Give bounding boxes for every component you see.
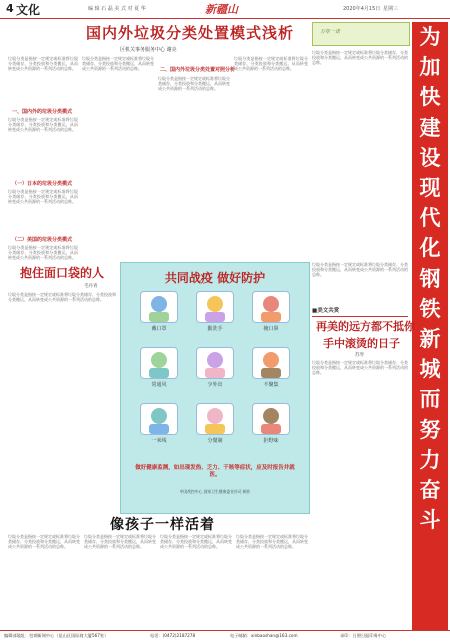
poster-illustration-icon [140, 347, 178, 379]
poster-item-label: 分餐制 [207, 438, 223, 444]
issue-weekday: 星期三 [383, 6, 399, 12]
footer-printer: 承印：日照日报印务中心 [340, 633, 387, 638]
poster-item [137, 403, 181, 444]
poster-item-label: 掩口鼻 [263, 326, 279, 332]
slogan-char: 代 [419, 205, 441, 231]
right-article-title-2: 手中滚烫的日子 [323, 337, 400, 350]
page-footer [0, 630, 450, 641]
slogan-char: 快 [419, 84, 441, 110]
right-article-body: 垃圾分类是指按一定规定或标准将垃圾分类储存、分类投放和分类搬运，从而转变成公共资源的一系列活动的总称。 [312, 360, 408, 376]
poster-item [249, 347, 293, 388]
main-subhead-4: 二、国内外垃圾分类处置对照分析 [160, 67, 236, 73]
poster-illustration-icon [252, 347, 290, 379]
mask-article-author: 毛丹青 [84, 284, 98, 289]
article-body-col1d: 垃圾分类是指按一定规定或标准将垃圾分类储存、分类投放和分类搬运，从而转变成公共资源的一系列活动的总称。 [8, 245, 78, 261]
slogan-char: 而 [419, 386, 441, 412]
poster-illustration-icon [196, 403, 234, 435]
poster-illustration-icon [140, 291, 178, 323]
slogan-char: 建 [419, 114, 441, 140]
poster-illustration-icon [252, 291, 290, 323]
poster-item-label: 戴口罩 [151, 326, 167, 332]
slogan-char: 为 [419, 24, 441, 49]
poster-item-label: 勤洗手 [207, 326, 223, 332]
right-article-author: 苏琴 [355, 353, 364, 358]
footer-address: 编辑部地址：包钢新闻中心（昆山区国际商大厦567室） [4, 633, 109, 638]
right-upper-body: 垃圾分类是指按一定规定或标准将垃圾分类储存、分类投放和分类搬运，从而转变成公共资源的一系列活动的总称。 [312, 262, 408, 278]
bottom-body-3: 垃圾分类是指按一定规定或标准将垃圾分类储存、分类投放和分类搬运，从而转变成公共资源的一系列活动的总称。 [160, 534, 232, 550]
poster-illustration-icon [140, 403, 178, 435]
footer-email: 电子邮箱：xinbaoshan@163.com [230, 633, 298, 638]
poster-item [193, 291, 237, 332]
poster-item-label: 一米线 [151, 438, 167, 444]
slogan-char: 奋 [419, 477, 441, 503]
article-body-col1b: 垃圾分类是指按一定规定或标准将垃圾分类储存、分类投放和分类搬运，从而转变成公共资源的一系列活动的总称。 [8, 117, 78, 133]
article-body-col2: 垃圾分类是指按一定规定或标准将垃圾分类储存、分类投放和分类搬运，从而转变成公共资源的一系列活动的总称。 [82, 56, 154, 72]
tag-rule [312, 316, 408, 317]
article-body-col4: 垃圾分类是指按一定规定或标准将垃圾分类储存、分类投放和分类搬运，从而转变成公共资源的一系列活动的总称。 [234, 56, 308, 72]
poster-item-label: 不聚集 [263, 382, 279, 388]
slogan-char: 努 [419, 416, 441, 442]
poster-item [193, 403, 237, 444]
poster-item [193, 347, 237, 388]
article-body-col3: 垃圾分类是指按一定规定或标准将垃圾分类储存、分类投放和分类搬运，从而转变成公共资源的一系列活动的总称。 [158, 76, 230, 92]
paper-logo: 新疆山 [205, 3, 238, 16]
editor-line: 编 辑 石 磊 美 式 对 夏 华 [88, 6, 146, 12]
footer-phone: 电话：(0472)2187278 [150, 633, 196, 638]
poster-item [249, 403, 293, 444]
mask-article-title: 抱住面口袋的人 [20, 266, 105, 280]
poster-illustration-icon [252, 403, 290, 435]
slogan-char: 铁 [419, 295, 441, 321]
article-body-col5: 垃圾分类是指按一定规定或标准将垃圾分类储存、分类投放和分类搬运，从而转变成公共资源的一系列活动的总称。 [312, 50, 408, 66]
poster-slogan: 做好健康监测，如出现发热、乏力、干咳等症状，应及时报告并就医。 [135, 465, 295, 478]
main-article-title: 国内外垃圾分类处置模式浅析 [85, 24, 294, 42]
main-subhead-3: （二）美国的垃圾分类模式 [12, 237, 73, 243]
slogan-char: 新 [419, 326, 441, 352]
main-subhead-2: （一）日本的垃圾分类模式 [12, 181, 73, 187]
poster-illustration-icon [196, 347, 234, 379]
bottom-body-4: 垃圾分类是指按一定规定或标准将垃圾分类储存、分类投放和分类搬运，从而转变成公共资源的一系列活动的总称。 [236, 534, 308, 550]
slogan-char: 加 [419, 54, 441, 80]
poster-item [137, 347, 181, 388]
page-number: 4 [6, 2, 14, 15]
slogan-char: 钢 [419, 265, 441, 291]
slogan-char: 力 [419, 446, 441, 472]
bottom-headline: 像孩子一样活着 [110, 517, 215, 533]
poster-illustration-icon [196, 291, 234, 323]
main-subhead-1: 一、国内外的垃圾分类模式 [12, 109, 73, 115]
poster-item-label: 少外出 [207, 382, 223, 388]
slogan-char: 斗 [419, 507, 441, 533]
right-article-title-1: 再美的远方都不抵你 [316, 320, 415, 333]
green-notice-text: 万年一诺 [320, 29, 341, 35]
slogan-char: 城 [419, 356, 441, 382]
poster-item [137, 291, 181, 332]
section-tag: ■美文共赏 [312, 308, 340, 314]
slogan-char: 设 [419, 144, 441, 170]
poster-credit: 中国疾控中心 国家卫生健康委宣传司 制作 [179, 489, 251, 494]
bottom-body-2: 垃圾分类是指按一定规定或标准将垃圾分类储存、分类投放和分类搬运，从而转变成公共资源的一系列活动的总称。 [84, 534, 156, 550]
slogan-char: 现 [419, 175, 441, 201]
bottom-body-1: 垃圾分类是指按一定规定或标准将垃圾分类储存、分类投放和分类搬运，从而转变成公共资源的一系列活动的总称。 [8, 534, 80, 550]
mask-article-body: 垃圾分类是指按一定规定或标准将垃圾分类储存、分类投放和分类搬运，从而转变成公共资源的一系列活动的总称。 [8, 292, 116, 303]
issue-date: 2020年4月15日 [343, 6, 381, 12]
poster-item-label: 拒野味 [263, 438, 279, 444]
poster-item [249, 291, 293, 332]
article-body-col1a: 垃圾分类是指按一定规定或标准将垃圾分类储存、分类投放和分类搬运，从而转变成公共资源的一系列活动的总称。 [8, 56, 78, 72]
poster-item-label: 常通风 [151, 382, 167, 388]
main-article-byline: 区机关事务服务中心 谢亮 [120, 47, 177, 53]
slogan-sidebar [412, 22, 448, 632]
epidemic-poster [120, 262, 310, 514]
section-name: 文化 [16, 3, 41, 17]
poster-title: 共同战疫 做好防护 [164, 271, 266, 285]
article-body-col1c: 垃圾分类是指按一定规定或标准将垃圾分类储存、分类投放和分类搬运，从而转变成公共资源的一系列活动的总称。 [8, 189, 78, 205]
slogan-char: 化 [419, 235, 441, 261]
